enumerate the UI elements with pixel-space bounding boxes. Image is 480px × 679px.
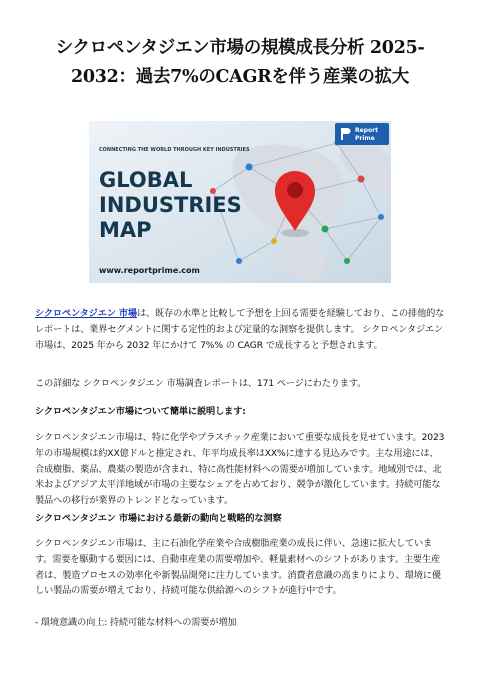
title-line-2: 2032：過去7%のCAGRを伴う産業の拡大 [71, 67, 409, 87]
trends-paragraph: シクロペンタジエン市場は、主に石油化学産業や合成樹脂産業の成長に伴い、急速に拡大しています。需要を駆動する要因には、自動車産業の需要増加や、軽量素材へのシフトがあります。主要生産者は、製造プロセスの効率化や新製品開発に注力しています。消費者意識の高まりにより、環境に優しい製品の需要が増えており、持続可能な供給源へのシフトが進行中です。 [35, 538, 441, 597]
overview-paragraph: シクロペンタジエン市場は、特に化学やプラスチック産業において重要な成長を見せています。2023年の市場規模は約XX億ドルと推定され、年平均成長率はXX%に達する見込みです。主な用途には、合成樹脂、薬品、農薬の製造が含まれ、特に高性能材料への需要が増加しています。地域別では、北米およびアジア太平洋地域が市場の主要なシェアを占めており、競争が激化しています。持続可能な製品への移行が業界のトレンドとなっています。 [35, 432, 445, 507]
bullet-item: - 環境意識の向上: 持続可能な材料への需要が増加 [35, 617, 237, 628]
document-title [34, 34, 446, 92]
logo-line-2: Prime [355, 135, 375, 142]
title-line-1: シクロペンタジエン市場の規模成長分析 2025- [55, 38, 425, 58]
hero-url: www.reportprime.com [99, 266, 200, 275]
hero-tagline: CONNECTING THE WORLD THROUGH KEY INDUSTRIES [99, 147, 250, 153]
hero-headline-1: GLOBAL [99, 168, 193, 192]
world-map-graphic [89, 121, 391, 283]
hero-headline-3: MAP [99, 218, 152, 242]
section-heading-trends: シクロペンタジエン 市場における最新の動向と戦略的な洞察 [35, 513, 282, 524]
intro-paragraph [35, 306, 447, 353]
hero-headline-2: INDUSTRIES [99, 193, 242, 217]
hero-banner-image [89, 121, 391, 283]
pages-note: この詳細な シクロペンタジエン 市場調査レポートは、171 ページにわたります。 [35, 378, 367, 389]
logo-line-1: Report [355, 127, 378, 134]
report-prime-logo [335, 123, 389, 145]
section-heading-overview: シクロペンタジエン市場について簡単に説明します: [35, 406, 246, 417]
intro-text: は、既存の水準と比較して予想を上回る需要を経験しており、この排他的なレポートは、業界セグメントに関する定性的および定量的な洞察を提供します。 シクロペンタジエン 市場は、2025 年から 2032 年にかけて 7%% の CAGR で成長すると予想されます。 [35, 308, 445, 351]
market-link[interactable]: シクロペンタジエン 市場 [35, 308, 137, 319]
